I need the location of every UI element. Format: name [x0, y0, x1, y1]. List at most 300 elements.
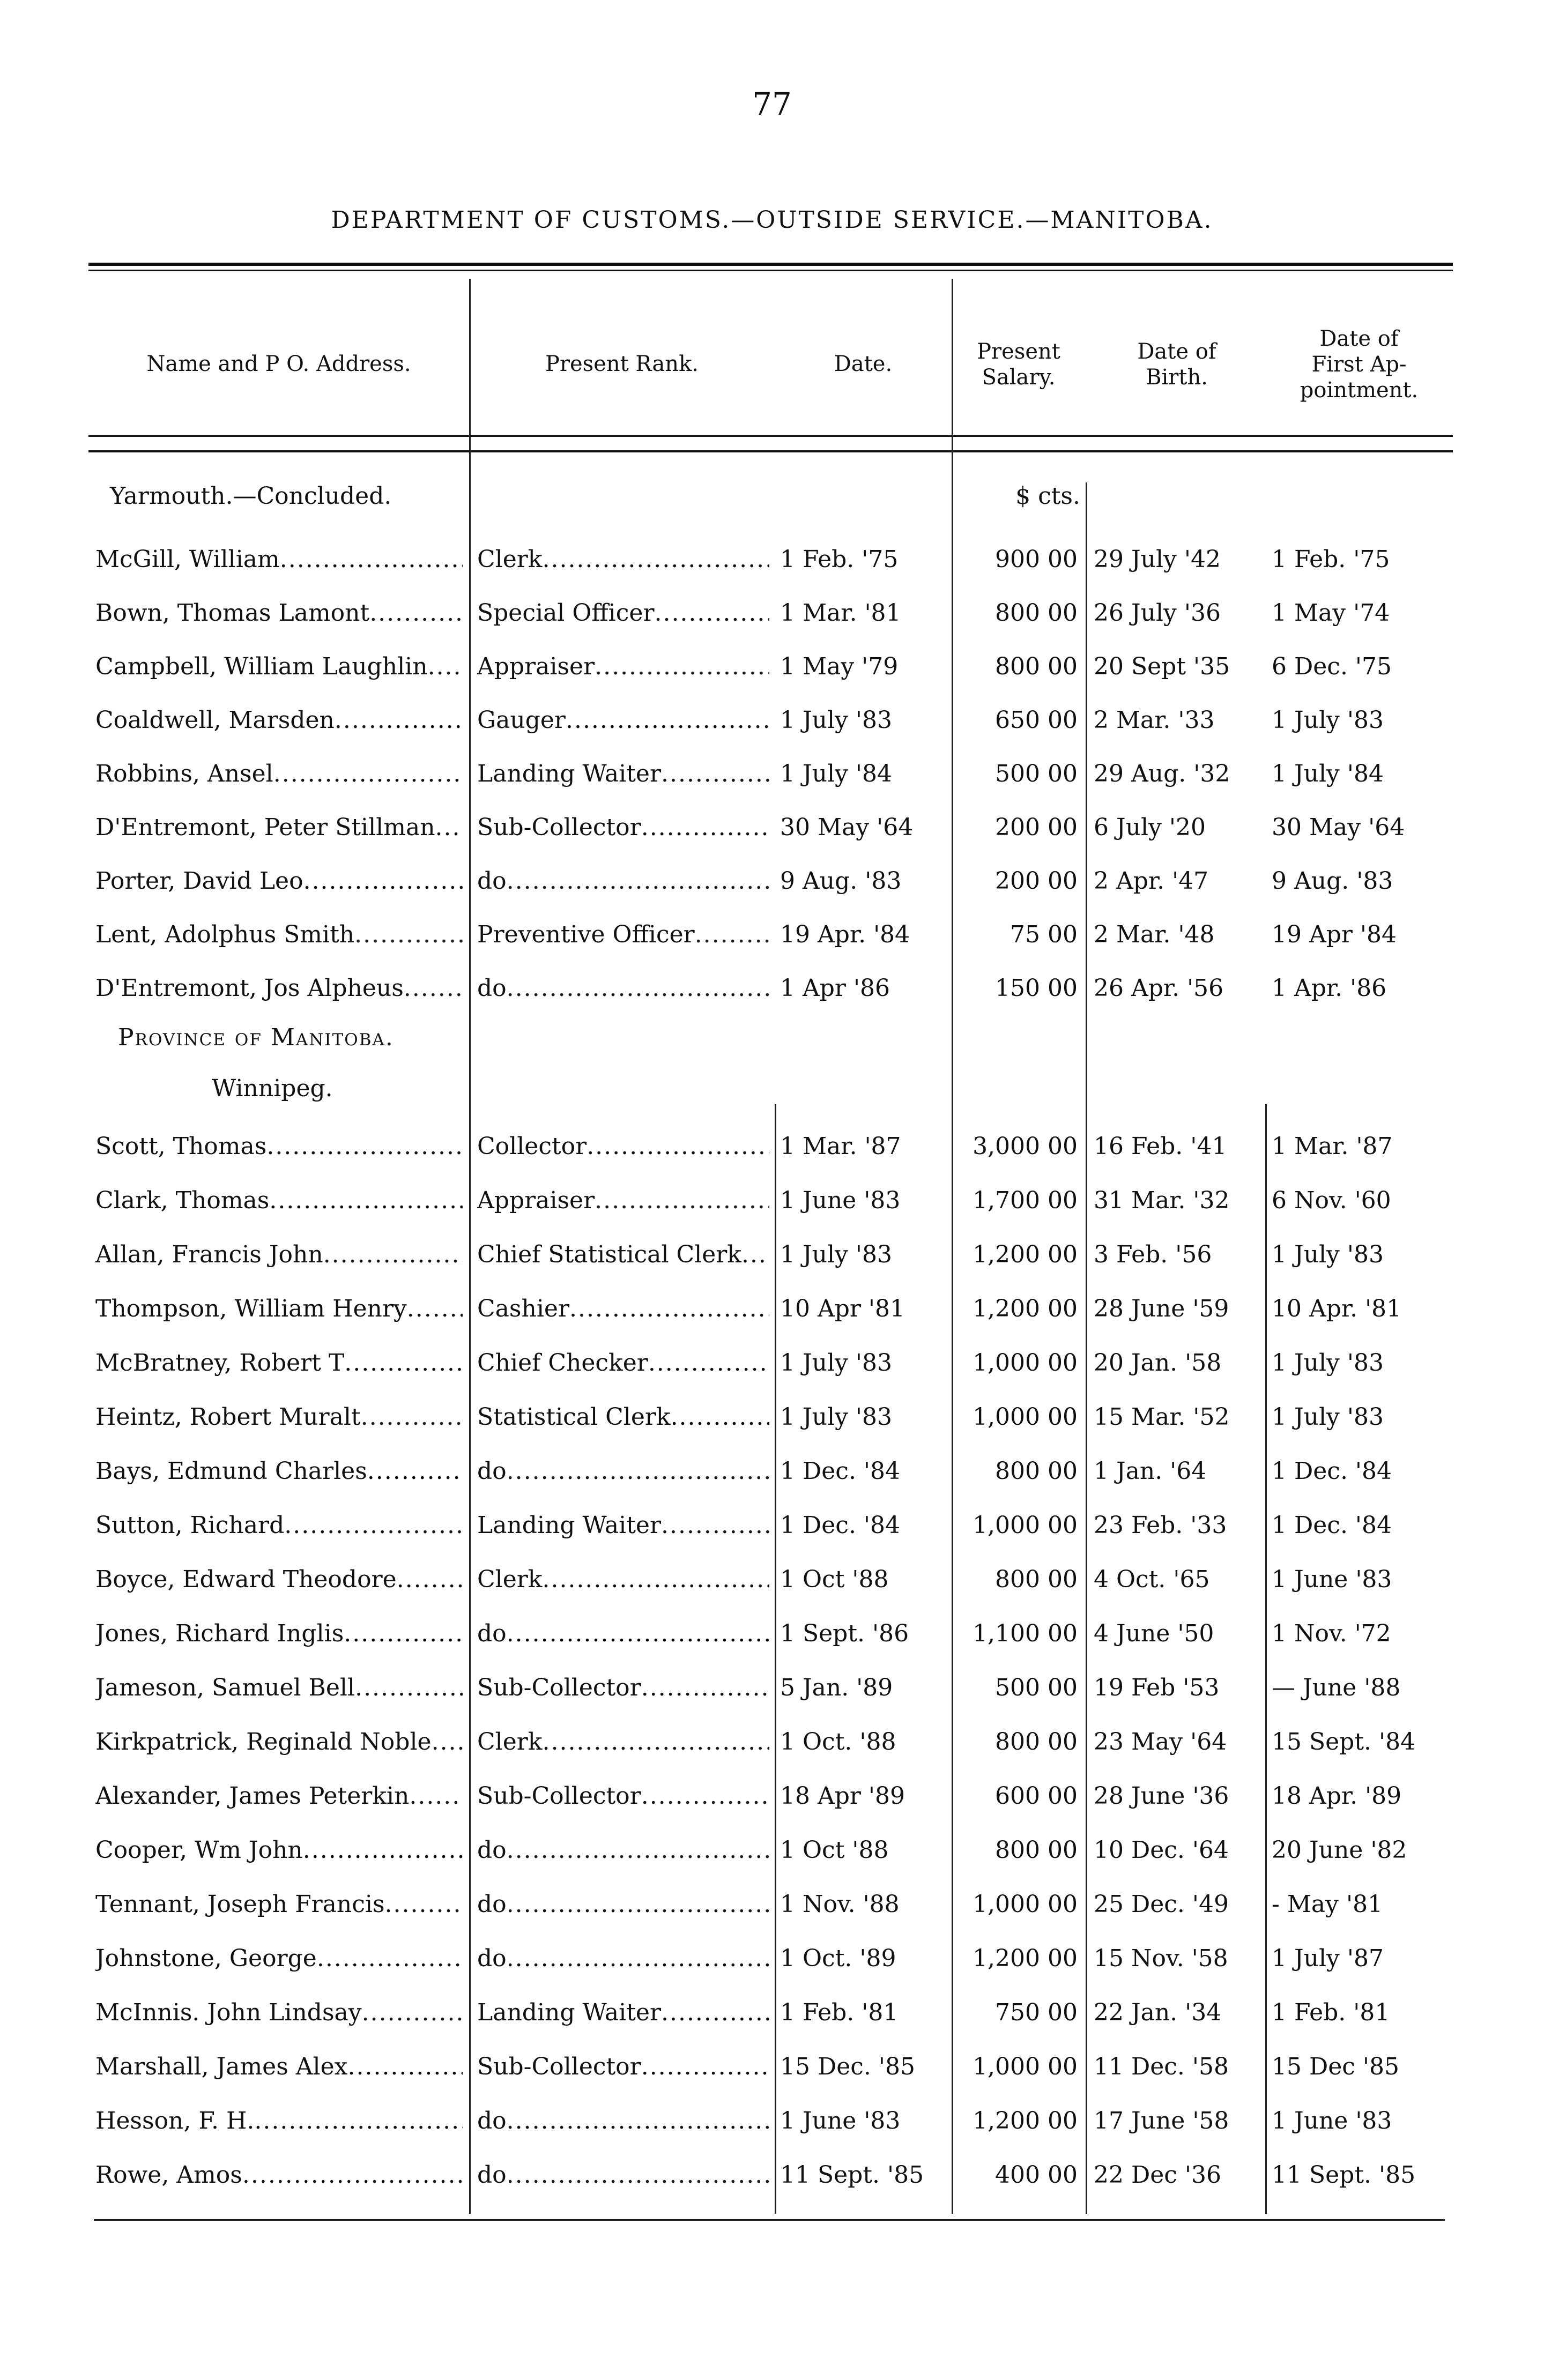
leader-dots: [303, 867, 463, 895]
date-cell: 1 July '84: [780, 760, 892, 787]
staff-name-cell: [95, 760, 463, 787]
rank-cell: [477, 2053, 769, 2080]
leader-dots: [335, 706, 463, 734]
staff-name-cell: [95, 2053, 463, 2080]
birth-date-cell: 2 Apr. '47: [1094, 867, 1209, 895]
leader-dots: [507, 2107, 769, 2134]
staff-name-cell: [95, 1457, 463, 1485]
birth-date-cell: 20 Sept '35: [1094, 653, 1230, 680]
salary-cell: 750 00: [995, 1999, 1078, 2026]
birth-date-cell: 15 Mar. '52: [1094, 1403, 1230, 1431]
leader-dots: [507, 2161, 769, 2189]
salary-cell: 800 00: [995, 653, 1078, 680]
first-appointment-cell: 1 Dec. '84: [1272, 1457, 1392, 1485]
rank-cell: [477, 1187, 769, 1214]
first-appointment-cell: 11 Sept. '85: [1272, 2161, 1416, 2189]
leader-dots: [507, 1620, 769, 1647]
present-rank: do: [477, 2161, 507, 2189]
first-appointment-cell: 15 Dec '85: [1272, 2053, 1400, 2080]
staff-name-cell: [95, 921, 463, 948]
table-row: [0, 965, 1544, 1013]
first-header-line1: Date of: [1319, 326, 1399, 351]
table-row: [0, 1285, 1544, 1334]
leader-dots: [435, 814, 463, 841]
leader-dots: [661, 760, 769, 787]
present-rank: do: [477, 2107, 507, 2134]
date-cell: 5 Jan. '89: [780, 1674, 893, 1701]
leader-dots: [369, 599, 463, 627]
first-appointment-cell: 1 May '74: [1272, 599, 1390, 627]
rank-cell: [477, 1782, 769, 1810]
rank-cell: [477, 2107, 769, 2134]
table-row: [0, 643, 1544, 691]
staff-name: Robbins, Ansel: [95, 760, 273, 787]
salary-cell: 200 00: [995, 814, 1078, 841]
staff-name-cell: [95, 1512, 463, 1539]
first-appointment-cell: 30 May '64: [1272, 814, 1405, 841]
leader-dots: [242, 2161, 463, 2189]
staff-name: Porter, David Leo: [95, 867, 303, 895]
staff-name: Jones, Richard Inglis: [95, 1620, 344, 1647]
leader-dots: [654, 599, 769, 627]
birth-date-cell: 20 Jan. '58: [1094, 1349, 1222, 1377]
present-rank: Sub-Collector: [477, 2053, 641, 2080]
birth-date-cell: 15 Nov. '58: [1094, 1945, 1228, 1972]
page-number: 77: [752, 86, 792, 122]
leader-dots: [507, 1945, 769, 1972]
header-rule-bottom: [88, 450, 1453, 452]
rank-cell: [477, 1566, 769, 1593]
first-appointment-cell: 1 July '83: [1272, 1403, 1384, 1431]
present-rank: Sub-Collector: [477, 1782, 641, 1810]
staff-name-cell: [95, 1836, 463, 1864]
first-appointment-cell: 1 June '83: [1272, 1566, 1392, 1593]
staff-name-cell: [95, 1187, 463, 1214]
first-appointment-cell: 10 Apr. '81: [1272, 1295, 1402, 1322]
column-header-first-appointment: [1268, 326, 1450, 403]
date-cell: 30 May '64: [780, 814, 914, 841]
staff-name-cell: [95, 1782, 463, 1810]
leader-dots: [348, 2053, 463, 2080]
first-appointment-cell: 1 July '83: [1272, 1241, 1384, 1268]
rank-cell: [477, 1512, 769, 1539]
first-appointment-cell: 6 Nov. '60: [1272, 1187, 1391, 1214]
staff-name-cell: [95, 1620, 463, 1647]
first-header-line3: pointment.: [1300, 378, 1419, 403]
present-rank: Chief Statistical Clerk: [477, 1241, 741, 1268]
table-row: [0, 1610, 1544, 1658]
rank-cell: [477, 2161, 769, 2189]
staff-name: Lent, Adolphus Smith: [95, 921, 355, 948]
date-cell: 11 Sept. '85: [780, 2161, 924, 2189]
rank-cell: [477, 1674, 769, 1701]
rank-cell: [477, 975, 769, 1002]
staff-name-cell: [95, 706, 463, 734]
salary-header-line1: Present: [977, 339, 1060, 364]
rank-cell: [477, 1945, 769, 1972]
present-rank: Statistical Clerk: [477, 1403, 671, 1431]
staff-name-cell: [95, 1295, 463, 1322]
table-row: [0, 1719, 1544, 1767]
staff-name-cell: [95, 1674, 463, 1701]
staff-name-cell: [95, 1891, 463, 1918]
column-header-birth: [1088, 339, 1265, 390]
rank-cell: [477, 599, 769, 627]
present-rank: Cashier: [477, 1295, 569, 1322]
salary-cell: 800 00: [995, 1728, 1078, 1756]
first-appointment-cell: 6 Dec. '75: [1272, 653, 1392, 680]
staff-name: Boyce, Edward Theodore: [95, 1566, 397, 1593]
leader-dots: [367, 1457, 463, 1485]
birth-date-cell: 25 Dec. '49: [1094, 1891, 1229, 1918]
present-rank: Clerk: [477, 1728, 543, 1756]
staff-name-cell: [95, 599, 463, 627]
present-rank: Appraiser: [477, 1187, 595, 1214]
title-rule-top: [88, 263, 1453, 266]
date-cell: 1 June '83: [780, 1187, 901, 1214]
birth-date-cell: 2 Mar. '33: [1094, 706, 1215, 734]
date-cell: 1 July '83: [780, 1241, 892, 1268]
staff-name: McGill, William: [95, 546, 280, 573]
staff-name-cell: [95, 1566, 463, 1593]
staff-name: Marshall, James Alex: [95, 2053, 348, 2080]
staff-name: D'Entremont, Jos Alpheus: [95, 975, 404, 1002]
salary-cell: 800 00: [995, 1566, 1078, 1593]
present-rank: Appraiser: [477, 653, 595, 680]
date-cell: 15 Dec. '85: [780, 2053, 915, 2080]
present-rank: do: [477, 867, 507, 895]
leader-dots: [385, 1891, 463, 1918]
leader-dots: [362, 1999, 463, 2026]
present-rank: Collector: [477, 1133, 587, 1160]
leader-dots: [507, 1836, 769, 1864]
leader-dots: [361, 1403, 463, 1431]
table-row: [0, 1935, 1544, 1983]
staff-name-cell: [95, 867, 463, 895]
leader-dots: [695, 921, 769, 948]
title-rule-bottom: [88, 270, 1453, 271]
date-cell: 1 June '83: [780, 2107, 901, 2134]
leader-dots: [542, 1728, 769, 1756]
staff-name: Clark, Thomas: [95, 1187, 270, 1214]
section-province-heading: Province of Manitoba.: [118, 1024, 394, 1051]
leader-dots: [595, 1187, 769, 1214]
staff-name: Campbell, William Laughlin: [95, 653, 428, 680]
first-appointment-cell: 1 July '87: [1272, 1945, 1384, 1972]
staff-name-cell: [95, 653, 463, 680]
birth-date-cell: 11 Dec. '58: [1094, 2053, 1229, 2080]
staff-name-cell: [95, 1945, 463, 1972]
present-rank: Sub-Collector: [477, 814, 641, 841]
birth-header-line1: Date of: [1137, 339, 1216, 364]
table-row: [0, 1177, 1544, 1225]
leader-dots: [397, 1566, 463, 1593]
header-rule-top: [88, 435, 1453, 437]
first-appointment-cell: 1 Dec. '84: [1272, 1512, 1392, 1539]
present-rank: do: [477, 975, 507, 1002]
table-row: [0, 1394, 1544, 1442]
staff-name-cell: [95, 546, 463, 573]
first-appointment-cell: 1 Apr. '86: [1272, 975, 1387, 1002]
leader-dots: [344, 1620, 463, 1647]
present-rank: Landing Waiter: [477, 760, 661, 787]
present-rank: Sub-Collector: [477, 1674, 641, 1701]
staff-name-cell: [95, 2107, 463, 2134]
table-row: [0, 2152, 1544, 2200]
birth-date-cell: 3 Feb. '56: [1094, 1241, 1212, 1268]
staff-name-cell: [95, 814, 463, 841]
date-cell: 9 Aug. '83: [780, 867, 902, 895]
leader-dots: [661, 1999, 769, 2026]
rank-cell: [477, 1133, 769, 1160]
date-cell: 19 Apr. '84: [780, 921, 910, 948]
salary-cell: 1,200 00: [973, 1295, 1078, 1322]
present-rank: do: [477, 1945, 507, 1972]
birth-date-cell: 1 Jan. '64: [1094, 1457, 1207, 1485]
rank-cell: [477, 1891, 769, 1918]
table-row: [0, 1502, 1544, 1550]
table-row: [0, 1448, 1544, 1496]
leader-dots: [741, 1241, 769, 1268]
date-cell: 1 Sept. '86: [780, 1620, 909, 1647]
staff-name: Bown, Thomas Lamont: [95, 599, 370, 627]
leader-dots: [648, 1349, 769, 1377]
table-bottom-rule: [94, 2219, 1445, 2221]
salary-cell: 150 00: [995, 975, 1078, 1002]
staff-name: Heintz, Robert Muralt: [95, 1403, 361, 1431]
present-rank: Landing Waiter: [477, 1512, 661, 1539]
table-row: [0, 1664, 1544, 1713]
present-rank: Landing Waiter: [477, 1999, 661, 2026]
present-rank: do: [477, 1620, 507, 1647]
date-cell: 1 Oct '88: [780, 1566, 889, 1593]
table-row: [0, 1989, 1544, 2037]
date-cell: 18 Apr '89: [780, 1782, 905, 1810]
salary-cell: 200 00: [995, 867, 1078, 895]
leader-dots: [269, 1187, 463, 1214]
salary-cell: 600 00: [995, 1782, 1078, 1810]
birth-header-line2: Birth.: [1146, 365, 1208, 390]
date-cell: 1 July '83: [780, 1349, 892, 1377]
salary-cell: 500 00: [995, 1674, 1078, 1701]
table-row: [0, 858, 1544, 906]
salary-cell: 400 00: [995, 2161, 1078, 2189]
first-appointment-cell: 9 Aug. '83: [1272, 867, 1393, 895]
leader-dots: [595, 653, 769, 680]
leader-dots: [355, 1674, 463, 1701]
staff-name: Coaldwell, Marsden: [95, 706, 335, 734]
date-cell: 1 Feb. '81: [780, 1999, 899, 2026]
currency-unit-label: $ cts.: [1015, 482, 1080, 510]
leader-dots: [641, 814, 769, 841]
birth-date-cell: 26 July '36: [1094, 599, 1221, 627]
leader-dots: [273, 760, 463, 787]
staff-name-cell: [95, 1728, 463, 1756]
column-header-name: Name and P O. Address.: [146, 352, 411, 376]
leader-dots: [587, 1133, 769, 1160]
date-cell: 1 Oct '88: [780, 1836, 889, 1864]
salary-cell: 800 00: [995, 1457, 1078, 1485]
birth-date-cell: 4 Oct. '65: [1094, 1566, 1210, 1593]
rank-cell: [477, 546, 769, 573]
staff-name: McBratney, Robert T: [95, 1349, 345, 1377]
leader-dots: [323, 1241, 463, 1268]
section-yarmouth-heading: Yarmouth.—Concluded.: [110, 482, 392, 510]
birth-date-cell: 29 July '42: [1094, 546, 1221, 573]
birth-date-cell: 29 Aug. '32: [1094, 760, 1230, 787]
table-row: [0, 1231, 1544, 1280]
date-cell: 1 Dec. '84: [780, 1512, 900, 1539]
present-rank: Chief Checker: [477, 1349, 648, 1377]
staff-name-cell: [95, 2161, 463, 2189]
first-appointment-cell: 1 July '84: [1272, 760, 1384, 787]
first-header-line2: First Ap-: [1311, 352, 1407, 377]
leader-dots: [507, 1457, 769, 1485]
first-appointment-cell: 1 July '83: [1272, 1349, 1384, 1377]
staff-name: Hesson, F. H.: [95, 2107, 255, 2134]
birth-date-cell: 23 Feb. '33: [1094, 1512, 1227, 1539]
birth-date-cell: 28 June '36: [1094, 1782, 1229, 1810]
present-rank: Clerk: [477, 546, 543, 573]
staff-name: Rowe, Amos: [95, 2161, 242, 2189]
rank-cell: [477, 867, 769, 895]
birth-date-cell: 2 Mar. '48: [1094, 921, 1215, 948]
leader-dots: [354, 921, 463, 948]
rank-cell: [477, 653, 769, 680]
salary-cell: 3,000 00: [973, 1133, 1078, 1160]
table-row: [0, 1773, 1544, 1821]
table-row: [0, 1827, 1544, 1875]
birth-date-cell: 31 Mar. '32: [1094, 1187, 1230, 1214]
leader-dots: [641, 1674, 769, 1701]
date-cell: 1 Mar. '87: [780, 1133, 901, 1160]
first-appointment-cell: 1 July '83: [1272, 706, 1384, 734]
table-row: [0, 750, 1544, 799]
table-row: [0, 2043, 1544, 2092]
leader-dots: [507, 867, 769, 895]
leader-dots: [542, 546, 769, 573]
staff-name: Sutton, Richard: [95, 1512, 285, 1539]
salary-cell: 1,200 00: [973, 2107, 1078, 2134]
table-row: [0, 804, 1544, 852]
birth-date-cell: 28 June '59: [1094, 1295, 1229, 1322]
rank-cell: [477, 760, 769, 787]
leader-dots: [404, 975, 463, 1002]
salary-cell: 800 00: [995, 1836, 1078, 1864]
first-appointment-cell: - May '81: [1272, 1891, 1383, 1918]
column-header-rank: Present Rank.: [545, 352, 699, 376]
staff-name: Alexander, James Peterkin: [95, 1782, 410, 1810]
first-appointment-cell: 1 June '83: [1272, 2107, 1392, 2134]
first-appointment-cell: 1 Mar. '87: [1272, 1133, 1393, 1160]
staff-name-cell: [95, 1241, 463, 1268]
present-rank: Gauger: [477, 706, 566, 734]
leader-dots: [507, 975, 769, 1002]
leader-dots: [428, 653, 463, 680]
salary-cell: 1,200 00: [973, 1241, 1078, 1268]
birth-date-cell: 22 Jan. '34: [1094, 1999, 1222, 2026]
rank-cell: [477, 1728, 769, 1756]
birth-date-cell: 22 Dec '36: [1094, 2161, 1222, 2189]
salary-cell: 1,000 00: [973, 2053, 1078, 2080]
date-cell: 1 Oct. '88: [780, 1728, 896, 1756]
rank-cell: [477, 1241, 769, 1268]
rank-cell: [477, 1457, 769, 1485]
staff-name: Thompson, William Henry: [95, 1295, 407, 1322]
staff-name-cell: [95, 1403, 463, 1431]
leader-dots: [344, 1349, 463, 1377]
present-rank: do: [477, 1457, 507, 1485]
present-rank: do: [477, 1836, 507, 1864]
birth-date-cell: 10 Dec. '64: [1094, 1836, 1229, 1864]
staff-name-cell: [95, 975, 463, 1002]
table-row: [0, 536, 1544, 584]
rank-cell: [477, 1295, 769, 1322]
salary-header-line2: Salary.: [982, 365, 1056, 390]
birth-date-cell: 17 June '58: [1094, 2107, 1229, 2134]
leader-dots: [317, 1945, 463, 1972]
date-cell: 1 Mar. '81: [780, 599, 901, 627]
leader-dots: [661, 1512, 769, 1539]
present-rank: do: [477, 1891, 507, 1918]
date-cell: 1 Oct. '89: [780, 1945, 896, 1972]
staff-name: Cooper, Wm John: [95, 1836, 303, 1864]
staff-name: Jameson, Samuel Bell: [95, 1674, 355, 1701]
rank-cell: [477, 1403, 769, 1431]
salary-cell: 500 00: [995, 760, 1078, 787]
rank-cell: [477, 1349, 769, 1377]
birth-date-cell: 16 Feb. '41: [1094, 1133, 1227, 1160]
salary-cell: 1,200 00: [973, 1945, 1078, 1972]
staff-name: Johnstone, George: [95, 1945, 317, 1972]
salary-cell: 1,100 00: [973, 1620, 1078, 1647]
salary-cell: 650 00: [995, 706, 1078, 734]
date-cell: 1 Feb. '75: [780, 546, 899, 573]
staff-name: Tennant, Joseph Francis: [95, 1891, 385, 1918]
table-row: [0, 1881, 1544, 1929]
staff-name-cell: [95, 1999, 463, 2026]
leader-dots: [280, 546, 463, 573]
staff-name: D'Entremont, Peter Stillman: [95, 814, 435, 841]
rank-cell: [477, 921, 769, 948]
salary-cell: 75 00: [1010, 921, 1078, 948]
table-row: [0, 2098, 1544, 2146]
date-cell: 1 July '83: [780, 706, 892, 734]
first-appointment-cell: 15 Sept. '84: [1272, 1728, 1416, 1756]
staff-name: Kirkpatrick, Reginald Noble: [95, 1728, 432, 1756]
page-title: DEPARTMENT OF CUSTOMS.—OUTSIDE SERVICE.—MANITOBA.: [331, 206, 1213, 234]
leader-dots: [407, 1295, 463, 1322]
salary-cell: 1,000 00: [973, 1512, 1078, 1539]
first-appointment-cell: — June '88: [1272, 1674, 1401, 1701]
staff-name: Allan, Francis John: [95, 1241, 323, 1268]
staff-name-cell: [95, 1133, 463, 1160]
date-cell: 1 July '83: [780, 1403, 892, 1431]
leader-dots: [432, 1728, 463, 1756]
table-row: [0, 1340, 1544, 1388]
table-row: [0, 1123, 1544, 1171]
salary-cell: 1,000 00: [973, 1349, 1078, 1377]
date-cell: 1 Nov. '88: [780, 1891, 900, 1918]
first-appointment-cell: 20 June '82: [1272, 1836, 1407, 1864]
table-row: [0, 697, 1544, 745]
rank-cell: [477, 706, 769, 734]
first-appointment-cell: 1 Feb. '75: [1272, 546, 1390, 573]
birth-date-cell: 26 Apr. '56: [1094, 975, 1224, 1002]
rank-cell: [477, 814, 769, 841]
first-appointment-cell: 1 Feb. '81: [1272, 1999, 1390, 2026]
present-rank: Clerk: [477, 1566, 543, 1593]
